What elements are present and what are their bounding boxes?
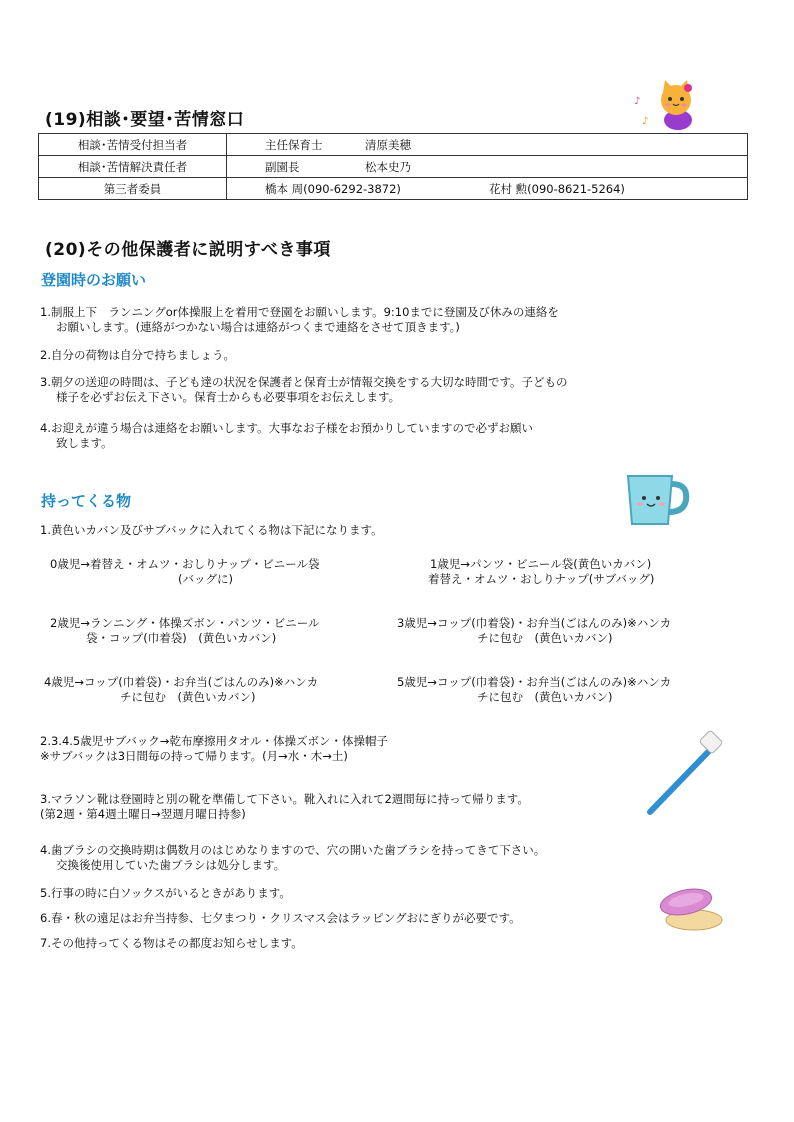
bento-box-illustration: [656, 880, 726, 936]
section-19-title: (19)相談･要望･苦情窓口: [45, 110, 245, 130]
section-20-title: (20)その他保護者に説明すべき事項: [45, 240, 331, 260]
item-6: 6.春・秋の遠足はお弁当持参、七夕まつり・クリスマス会はラッピングおにぎりが必要です。: [40, 911, 521, 925]
request-2: 2.自分の荷物は自分で持ちましょう。: [40, 348, 235, 362]
age-3-items: 3歳児→コップ(巾着袋)・お弁当(ごはんのみ)※ハンカ チに包む (黄色いカバン): [397, 616, 672, 645]
contact-committee-1: 橋本 周(090-6292-3872): [265, 181, 401, 196]
item-2: 2.3.4.5歳児サブバック→乾布摩擦用タオル・体操ズボン・体操帽子 ※サブバックは3日間毎の持って帰ります。(月→水・木→土): [40, 734, 388, 763]
contact-label: 第三者委員: [39, 178, 227, 200]
item-5: 5.行事の時に白ソックスがいるときがあります。: [40, 886, 291, 900]
age-4-items: 4歳児→コップ(巾着袋)・お弁当(ごはんのみ)※ハンカ チに包む (黄色いカバン): [44, 675, 319, 704]
toothbrush-illustration: [640, 730, 730, 820]
contact-role: 副園長: [265, 159, 300, 174]
item-7: 7.その他持ってくる物はその都度お知らせします。: [40, 936, 303, 950]
item-3: 3.マラソン靴は登園時と別の靴を準備して下さい。靴入れに入れて2週間毎に持って帰ります。 (第2週・第4週土曜日→翌週月曜日持参): [40, 792, 529, 821]
contact-label: 相談･苦情受付担当者: [39, 134, 227, 156]
age-1-items: 1歳児→パンツ・ビニール袋(黄色いカバン) 着替え・オムツ・おしりナップ(サブバッグ): [428, 557, 655, 586]
svg-text:♪: ♪: [642, 116, 649, 127]
request-4: 4.お迎えが違う場合は連絡をお願いします。大事なお子様をお預かりしていますので必ずお願い 致します。: [40, 421, 534, 450]
request-3: 3.朝夕の送迎の時間は、子ども達の状況を保護者と保育士が情報交換をする大切な時間です。子どもの 様子を必ずお伝え下さい。保育士からも必要事項をお伝えします。: [40, 375, 568, 404]
age-5-items: 5歳児→コップ(巾着袋)・お弁当(ごはんのみ)※ハンカ チに包む (黄色いカバン): [397, 675, 672, 704]
contact-table: [38, 133, 748, 200]
cat-illustration: [632, 78, 704, 132]
age-0-items: 0歳児→着替え・オムツ・おしりナップ・ビニール袋 (バッグに): [50, 557, 320, 586]
items-intro: 1.黄色いカバン及びサブバックに入れてくる物は下記になります。: [40, 523, 383, 537]
request-1: 1.制服上下 ランニングor体操服上を着用で登園をお願いします。9:10までに登園及び休みの連絡を お願いします。(連絡がつかない場合は連絡がつくまで連絡をさせて頂きます。): [40, 305, 559, 334]
age-2-items: 2歳児→ランニング・体操ズボン・パンツ・ビニール 袋・コップ(巾着袋) (黄色いカバン): [50, 616, 320, 645]
table-row: [39, 156, 748, 178]
item-4: 4.歯ブラシの交換時期は偶数月のはじめなりますので、穴の開いた歯ブラシを持ってきて下さい。 交換後使用していた歯ブラシは処分します。: [40, 843, 546, 872]
contact-label: 相談･苦情解決責任者: [39, 156, 227, 178]
svg-text:♪: ♪: [634, 96, 641, 107]
contact-role: 主任保育士: [265, 137, 323, 152]
subheading-items: 持ってくる物: [41, 492, 132, 510]
table-row: [39, 134, 748, 156]
contact-name: 松本史乃: [365, 159, 411, 174]
cup-illustration: [622, 468, 694, 530]
table-row: [39, 178, 748, 200]
contact-committee-2: 花村 勲(090-8621-5264): [489, 181, 625, 196]
subheading-arrival: 登園時のお願い: [41, 271, 147, 289]
contact-name: 清原美穂: [365, 137, 411, 152]
